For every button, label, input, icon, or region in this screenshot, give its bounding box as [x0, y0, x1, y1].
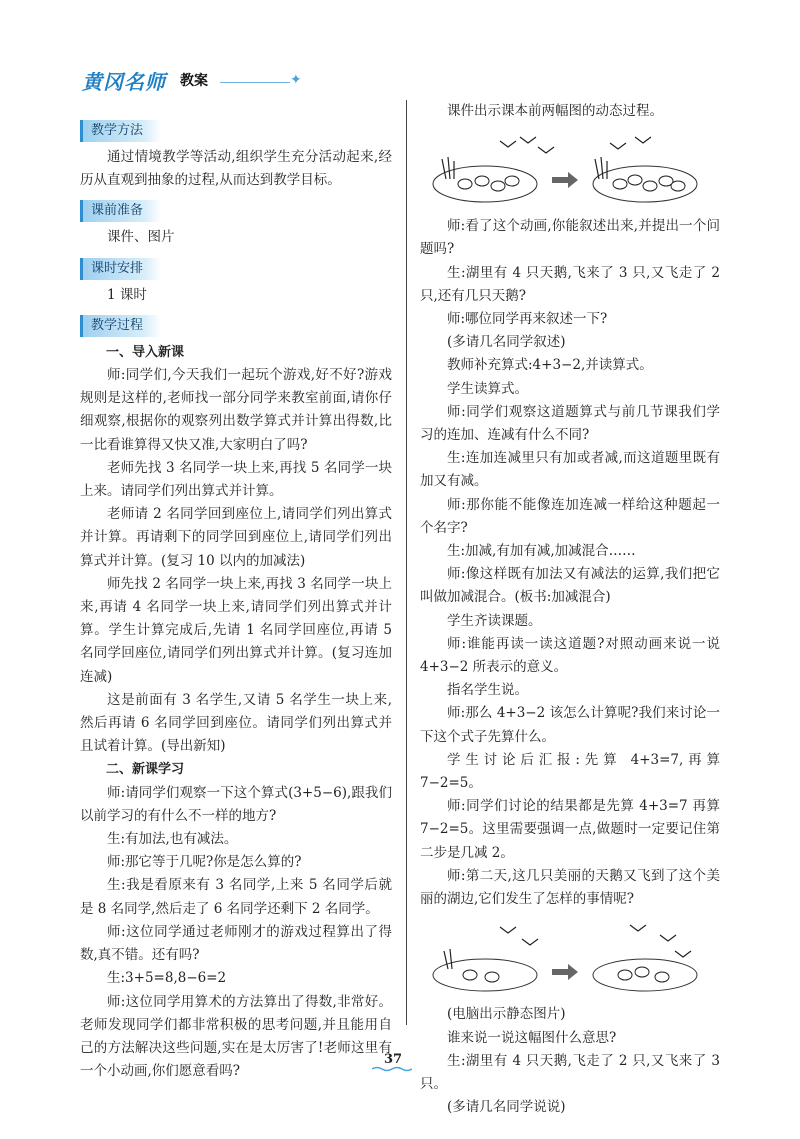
paragraph: 师:同学们讨论的结果都是先算 4+3=7 再算 7−2=5。这里需要强调一点,做题时一定要记住第二步是几减 2。 [420, 798, 720, 861]
paragraph: 生:有加法,也有减法。 [107, 831, 238, 848]
paragraph: 师先找 2 名同学一块上来,再找 3 名同学一块上来,再请 4 名同学一块上来,请同学们列出算式并计算。学生计算完成后,先请 1 名同学回座位,再请 5 名同学回座位,请同学们列出算式并计算。(复习连加连减) [80, 575, 392, 685]
right-column [420, 100, 720, 1119]
paragraph: 师:谁能再读一读这道题?对照动画来说一说 4+3−2 所表示的意义。 [420, 635, 720, 676]
paragraph: 师:那么 4+3−2 该怎么计算呢?我们来讨论一下这个式子先算什么。 [420, 705, 720, 745]
method-text: 通过情境教学等活动,组织学生充分活动起来,经历从直观到抽象的过程,从而达到教学目标。 [80, 149, 392, 189]
section-tag-process: 教学过程 [80, 315, 161, 337]
section-title-new: 二、新课学习 [106, 762, 185, 778]
paragraph: 学生齐读课题。 [447, 612, 542, 629]
swan-illustration-2 [430, 917, 700, 997]
paragraph: 师:像这样既有加法又有减法的运算,我们把它叫做加减混合。(板书:加减混合) [420, 566, 720, 606]
paragraph: 教师补充算式:4+3−2,并读算式。 [447, 357, 653, 374]
section-tag-method: 教学方法 [80, 120, 161, 142]
paragraph: 谁来说一说这幅图什么意思? [447, 1029, 617, 1046]
brand-subtitle: 教案 [180, 73, 208, 89]
prep-text: 课件、图片 [107, 229, 175, 246]
paragraph: (电脑出示静态图片) [447, 1006, 566, 1023]
paragraph: 老师先找 3 名同学一块上来,再找 5 名同学一块上来。请同学们列出算式并计算。 [80, 459, 392, 500]
paragraph: 课件出示课本前两幅图的动态过程。 [447, 103, 663, 119]
paragraph: 师:同学们观察这道题算式与前几节课我们学习的连加、连减有什么不同? [420, 403, 720, 444]
paragraph: 师:看了这个动画,你能叙述出来,并提出一个问题吗? [420, 218, 720, 258]
paragraph: 生:湖里有 4 只天鹅,飞来了 3 只,又飞走了 2 只,还有几只天鹅? [420, 264, 720, 304]
paragraph: 师:那它等于几呢?你是怎么算的? [107, 854, 302, 871]
column-divider [406, 100, 407, 1025]
paragraph: 师:这位同学用算术的方法算出了得数,非常好。老师发现同学们都非常积极的思考问题,并且能用自己的方法解决这些问题,实在是太厉害了!老师这里有一个小动画,你们愿意看吗? [80, 993, 392, 1080]
paragraph: 这是前面有 3 名学生,又请 5 名学生一块上来,然后再请 6 名同学回到座位。请同学们列出算式并且试着计算。(导出新知) [80, 691, 392, 755]
left-column [80, 112, 392, 1083]
paragraph: 师:那你能不能像连加连减一样给这种题起一个名字? [420, 496, 720, 536]
paragraph: (多请几名同学叙述) [447, 334, 566, 351]
paragraph: 学生讨论后汇报:先算 4+3=7,再算 7−2=5。 [420, 751, 720, 792]
section-tag-schedule: 课时安排 [80, 258, 161, 280]
header-rule [220, 82, 290, 83]
page-number: 37 [384, 1052, 403, 1067]
brand-logo: 黄冈名师 [82, 70, 166, 94]
section-tag-prep: 课前准备 [80, 200, 161, 222]
paragraph: (多请几名同学说说) [447, 1099, 566, 1116]
paragraph: 生:湖里有 4 只天鹅,飞走了 2 只,又飞来了 3 只。 [420, 1052, 720, 1092]
sparkle-icon: ✦ [290, 72, 302, 88]
paragraph: 师:同学们,今天我们一起玩个游戏,好不好?游戏规则是这样的,老师找一部分同学来教室前面,请你仔细观察,根据你的观察列出数学算式并计算出得数,比一比看谁算得又快又准,大家明白了吗? [80, 367, 392, 453]
paragraph: 师:这位同学通过老师刚才的游戏过程算出了得数,真不错。还有吗? [80, 923, 392, 964]
paragraph: 生:加减,有加有减,加减混合…… [447, 543, 636, 560]
paragraph: 生:我是看原来有 3 名同学,上来 5 名同学后就是 8 名同学,然后走了 6 名同学还剩下 2 名同学。 [80, 877, 392, 917]
page-number-wave [372, 1066, 412, 1072]
paragraph: 师:哪位同学再来叙述一下? [447, 311, 608, 328]
header [82, 66, 342, 102]
paragraph: 师:请同学们观察一下这个算式(3+5−6),跟我们以前学习的有什么不一样的地方? [80, 784, 392, 824]
section-title-intro: 一、导入新课 [106, 344, 185, 360]
paragraph: 生:3+5=8,8−6=2 [107, 970, 227, 987]
paragraph: 生:连加连减里只有加或者减,而这道题里既有加又有减。 [420, 450, 720, 490]
swan-illustration-1 [430, 129, 700, 209]
schedule-text: 1 课时 [107, 286, 147, 303]
paragraph: 老师请 2 名同学回到座位上,请同学们列出算式并计算。再请剩下的同学回到座位上,请同学们列出算式并计算。(复习 10 以内的加减法) [80, 506, 392, 569]
paragraph: 学生读算式。 [447, 380, 528, 397]
paragraph: 师:第二天,这几只美丽的天鹅又飞到了这个美丽的湖边,它们发生了怎样的事情呢? [420, 867, 720, 908]
paragraph: 指名学生说。 [447, 682, 528, 699]
